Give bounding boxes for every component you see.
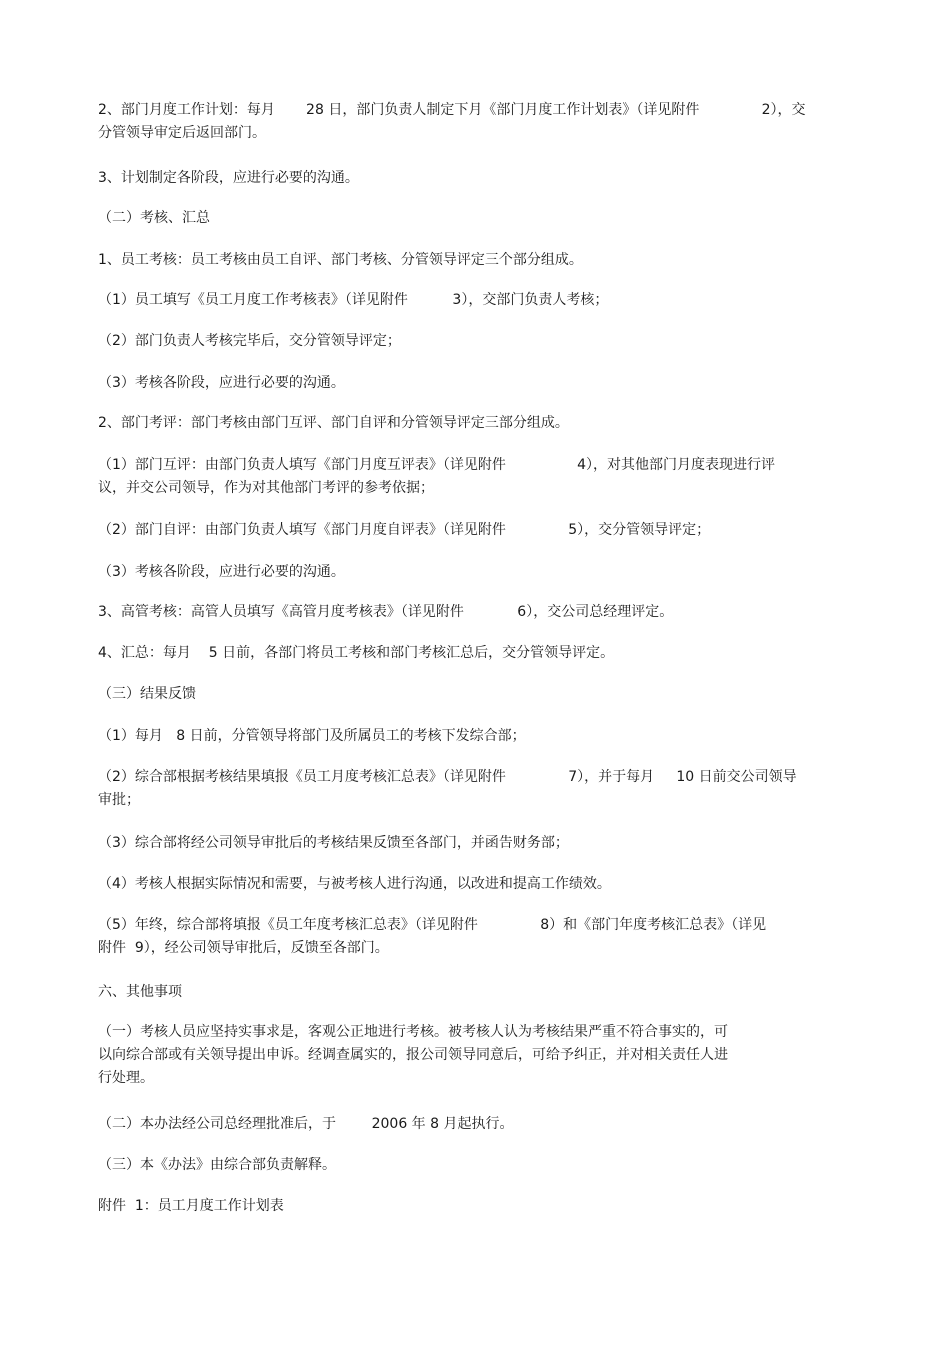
list-item-dept-communication: （3）考核各阶段，应进行必要的沟通。 bbox=[98, 564, 345, 580]
list-item-feedback-1: （1）每月 8 日前，分管领导将部门及所属员工的考核下发综合部； bbox=[98, 728, 526, 744]
attachment-heading: 附件 1：员工月度工作计划表 bbox=[98, 1198, 284, 1214]
paragraph-other-1: （一）考核人员应坚持实事求是，客观公正地进行考核。被考核人认为考核结果严重不符合事实的，可 以向综合部或有关领导提出申诉。经调查属实的，报公司领导同意后，可给予纠正，并对相关责任人进 行处理。 bbox=[98, 1024, 728, 1086]
section-heading-other: 六、其他事项 bbox=[98, 984, 182, 1000]
list-item-dept-mutual-review: （1）部门互评：由部门负责人填写《部门月度互评表》（详见附件 4），对其他部门月度表现进行评 议，并交公司领导，作为对其他部门考评的参考依据； bbox=[98, 457, 776, 496]
list-item-feedback-4: （4）考核人根据实际情况和需要，与被考核人进行沟通，以改进和提高工作绩效。 bbox=[98, 876, 611, 892]
paragraph-plan-communication: 3、计划制定各阶段，应进行必要的沟通。 bbox=[98, 170, 359, 186]
paragraph-summary: 4、汇总：每月 5 日前，各部门将员工考核和部门考核汇总后，交分管领导评定。 bbox=[98, 645, 615, 661]
list-item-employee-form: （1）员工填写《员工月度工作考核表》（详见附件 3），交部门负责人考核； bbox=[98, 292, 609, 308]
paragraph-dept-monthly-plan: 2、部门月度工作计划：每月 28 日，部门负责人制定下月《部门月度工作计划表》（详见附件 2），交 分管领导审定后返回部门。 bbox=[98, 102, 806, 141]
list-item-feedback-2: （2）综合部根据考核结果填报《员工月度考核汇总表》（详见附件 7），并于每月 10 日前交公司领导 审批； bbox=[98, 769, 797, 808]
list-item-feedback-3: （3）综合部将经公司领导审批后的考核结果反馈至各部门，并函告财务部； bbox=[98, 835, 569, 851]
section-heading-feedback: （三）结果反馈 bbox=[98, 686, 196, 702]
paragraph-executive-assessment: 3、高管考核：高管人员填写《高管月度考核表》（详见附件 6），交公司总经理评定。 bbox=[98, 604, 674, 620]
paragraph-other-3: （三）本《办法》由综合部负责解释。 bbox=[98, 1157, 336, 1173]
list-item-leader-review: （2）部门负责人考核完毕后，交分管领导评定； bbox=[98, 333, 401, 349]
list-item-assessment-communication: （3）考核各阶段，应进行必要的沟通。 bbox=[98, 375, 345, 391]
section-heading-assessment: （二）考核、汇总 bbox=[98, 210, 210, 226]
paragraph-other-2: （二）本办法经公司总经理批准后，于 2006 年 8 月起执行。 bbox=[98, 1116, 514, 1132]
paragraph-dept-assessment: 2、部门考评：部门考核由部门互评、部门自评和分管领导评定三部分组成。 bbox=[98, 415, 569, 431]
list-item-feedback-5: （5）年终，综合部将填报《员工年度考核汇总表》（详见附件 8）和《部门年度考核汇总表》（详见 附件 9），经公司领导审批后，反馈至各部门。 bbox=[98, 917, 767, 956]
list-item-dept-self-review: （2）部门自评：由部门负责人填写《部门月度自评表》（详见附件 5），交分管领导评定； bbox=[98, 522, 711, 538]
paragraph-employee-assessment: 1、员工考核：员工考核由员工自评、部门考核、分管领导评定三个部分组成。 bbox=[98, 252, 583, 268]
